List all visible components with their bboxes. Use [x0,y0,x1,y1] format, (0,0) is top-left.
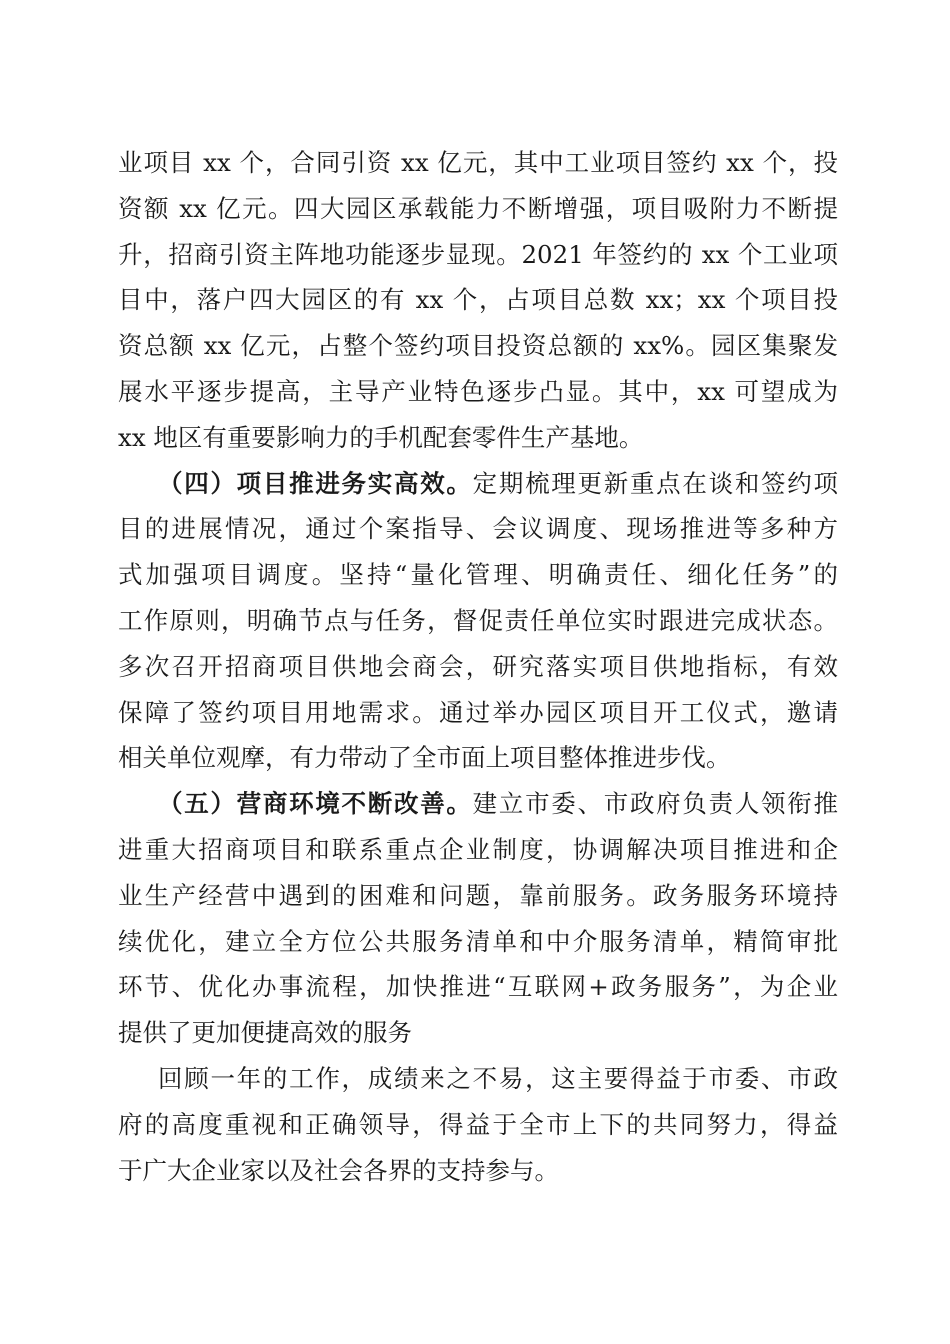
text-line: 目中，落户四大园区的有 xx 个，占项目总数 xx；xx 个项目投 [118,285,838,315]
text-line: 提供了更加便捷高效的服务 [118,1018,412,1048]
text-line: 相关单位观摩，有力带动了全市面上项目整体推进步伐。 [118,743,731,773]
text-line: 工作原则，明确节点与任务，督促责任单位实时跟进完成状态。 [118,605,838,635]
text-line: 府的高度重视和正确领导，得益于全市上下的共同努力，得益 [118,1109,838,1139]
text-line: 于广大企业家以及社会各界的支持参与。 [118,1155,559,1185]
text-line: 目的进展情况，通过个案指导、会议调度、现场推进等多种方 [118,514,838,544]
paragraph-investment-summary [118,140,838,461]
text-line: 升，招商引资主阵地功能逐步显现。2021 年签约的 xx 个工业项 [118,239,838,269]
text-line: 环节、优化办事流程，加快推进“互联网+政务服务”，为企业 [118,972,838,1002]
paragraph-project-progress [118,461,838,782]
text-line: 回顾一年的工作，成绩来之不易，这主要得益于市委、市政 [158,1063,838,1093]
text-line: 进重大招商项目和联系重点企业制度，协调解决项目推进和企 [118,834,838,864]
text-line: 业生产经营中遇到的困难和问题，靠前服务。政务服务环境持 [118,880,838,910]
paragraph-business-environment [118,781,838,1056]
section-heading-four: （四）项目推进务实高效。 [158,468,473,498]
text-line: 展水平逐步提高，主导产业特色逐步凸显。其中，xx 可望成为 [118,376,838,406]
text-line: 式加强项目调度。坚持“量化管理、明确责任、细化任务”的 [118,560,838,590]
text-line: xx 地区有重要影响力的手机配套零件生产基地。 [118,422,644,452]
text-line: 多次召开招商项目供地会商会，研究落实项目供地指标，有效 [118,651,838,681]
text-line: 业项目 xx 个，合同引资 xx 亿元，其中工业项目签约 xx 个，投 [118,148,838,177]
text-line: 保障了签约项目用地需求。通过举办园区项目开工仪式，邀请 [118,697,838,727]
document-body [118,140,838,1193]
text-line [118,781,838,827]
text-line-rest: 建立市委、市政府负责人领衔推 [472,789,838,819]
paragraph-review [118,1056,838,1193]
text-line: 资额 xx 亿元。四大园区承载能力不断增强，项目吸附力不断提 [118,193,838,223]
section-heading-five: （五）营商环境不断改善。 [158,789,473,819]
text-line [118,461,838,507]
text-line-rest: 定期梳理更新重点在谈和签约项 [472,468,838,498]
text-line: 资总额 xx 亿元，占整个签约项目投资总额的 xx%。园区集聚发 [118,331,838,361]
text-line: 续优化，建立全方位公共服务清单和中介服务清单，精简审批 [118,926,838,956]
